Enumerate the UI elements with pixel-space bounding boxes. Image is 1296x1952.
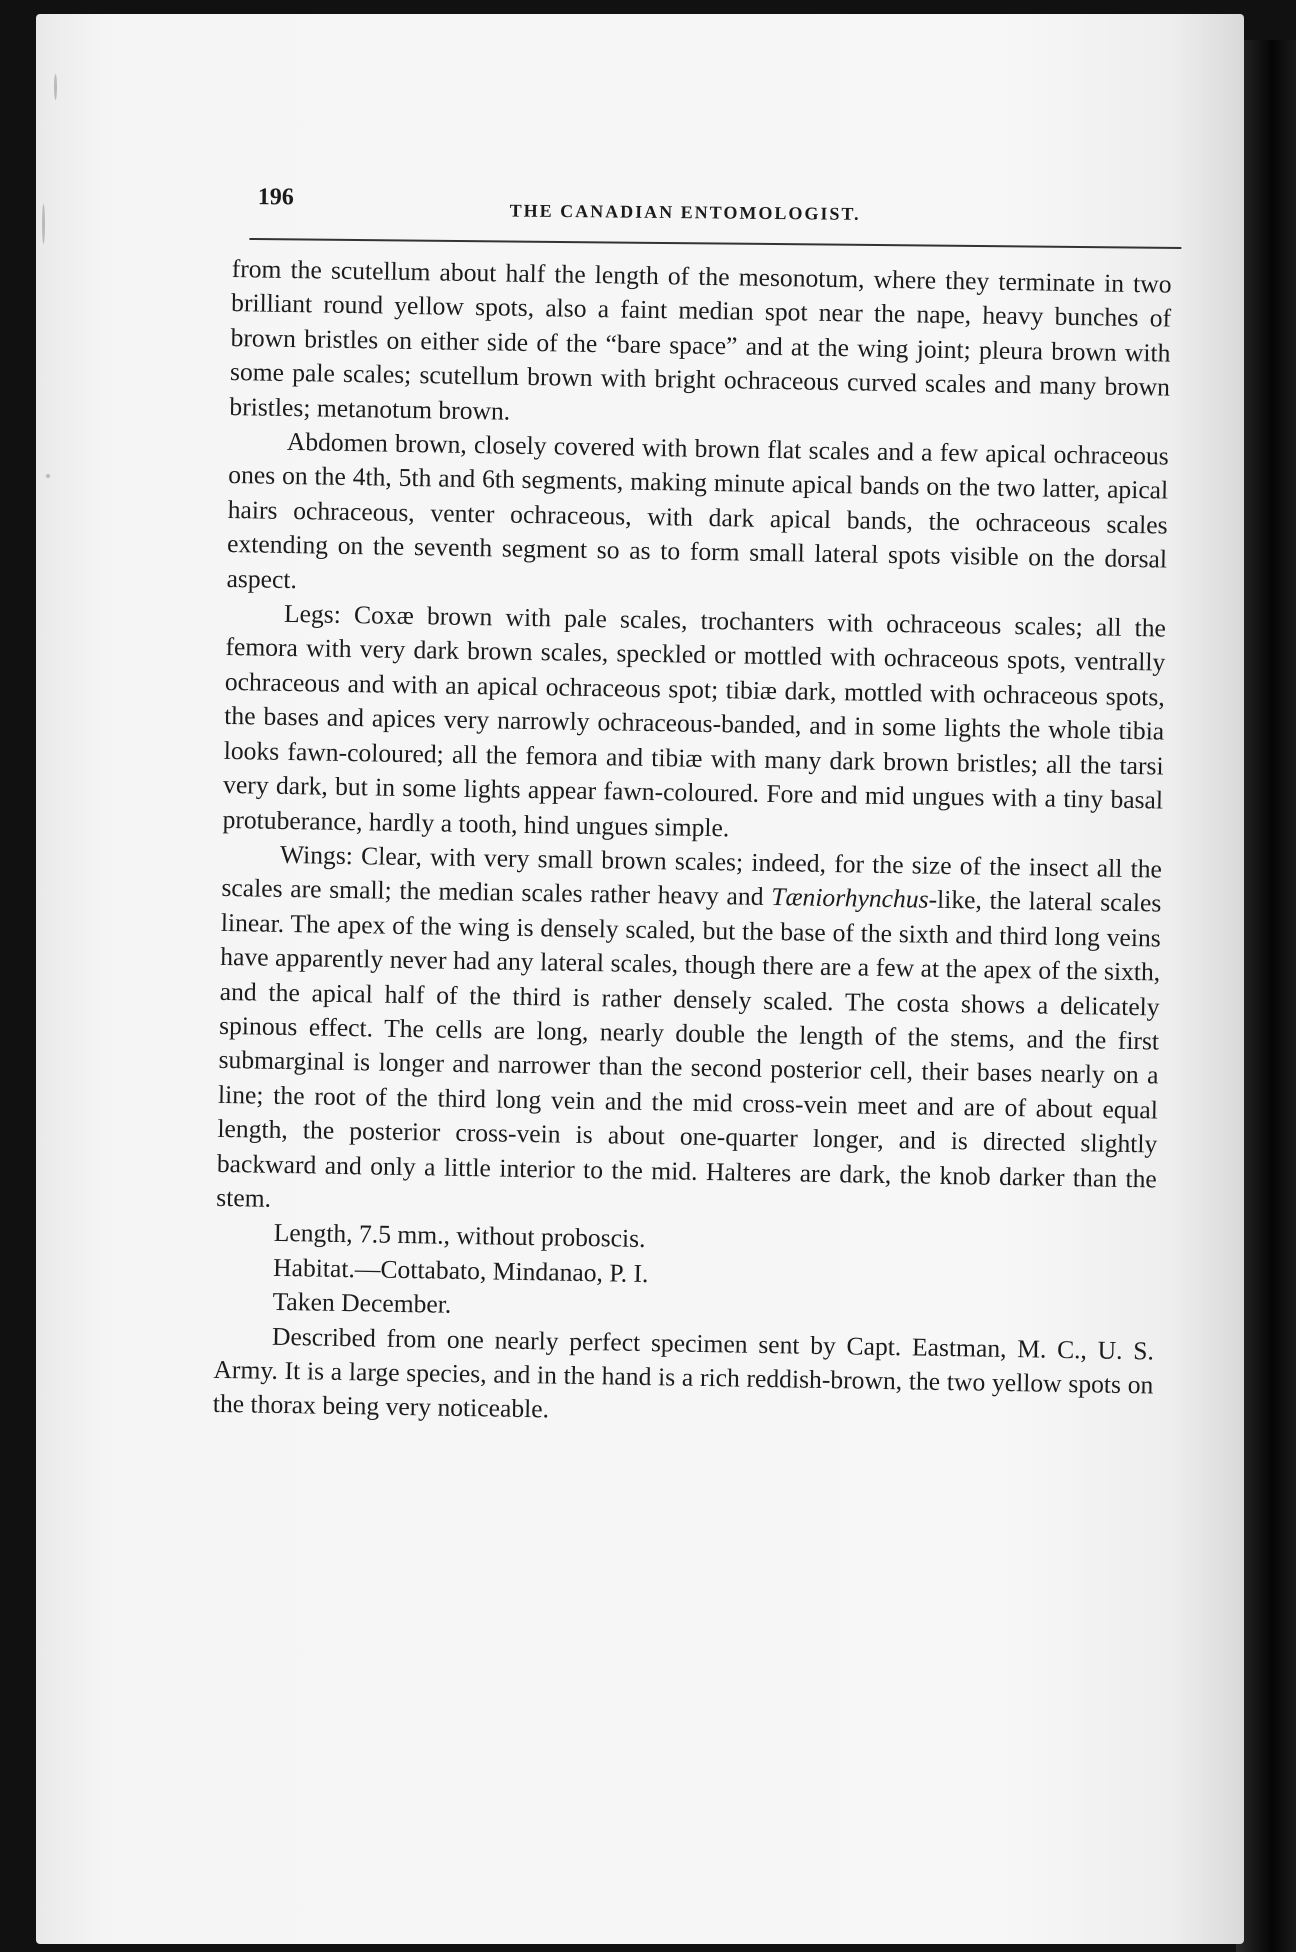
habitat-line: Habitat.—Cottabato, Mindanao, P. I.	[272, 1252, 649, 1288]
page-header	[249, 178, 1182, 249]
paragraph-abdomen: Abdomen brown, closely covered with brown flat scales and a few apical ochraceous ones on the 4th, 5th and 6th segments, making minute apical bands on the two latter, apical hairs ochraceous, venter ochraceous, with dark apical bands, the ochraceous scales extending on the seventh segment so as to form small lateral spots visible on the dorsal aspect.	[226, 426, 1169, 594]
book-binding-shadow	[1236, 40, 1296, 1952]
paragraph-thorax: from the scutellum about half the length of the mesonotum, where they terminate in two brilliant round yellow spots, also a faint median spot near the nape, heavy bunches of brown bristles on either side of the “bare space” and at the wing joint; pleura brown with some pale scales; scutellum brown with bright ochraceous curved scales and many brown bristles; metanotum brown.	[229, 253, 1172, 426]
length-line: Length, 7.5 mm., without proboscis.	[273, 1218, 646, 1254]
paragraph-description: Described from one nearly perfect specimen sent by Capt. Eastman, M. C., U. S. Army. It is a large species, and in the hand is a rich reddish-brown, the two yellow spots on the thorax being very noticeable.	[212, 1321, 1155, 1424]
wings-text-start: Wings: Clear, with very small brown scales; indeed, for the size of the insect all the scales are small; the median scales rather heavy and	[221, 839, 1163, 912]
page-number: 196	[257, 184, 294, 211]
wings-text-end: -like, the lateral scales linear. The apex of the wing is densely scaled, but the base of the sixth and third long veins have apparently never had any lateral scales, though there are a few at the apex of the sixth, and the apical half of the third is rather densely scaled. The costa shows a delicately spinous effect. The cells are long, nearly double the length of the stems, and the first submarginal is longer and narrower than the second posterior cell, their bases nearly on a line; the root of the third long vein and the mid cross-vein meet and are of about equal length, the posterior cross-vein is about one-quarter longer, and is directed slightly backward and only a little interior to the mid. Halteres are dark, the knob darker than the stem.	[216, 884, 1162, 1213]
margin-speck	[46, 474, 50, 478]
paragraph-wings	[216, 837, 1162, 1231]
margin-speck	[42, 204, 45, 244]
margin-speck	[54, 74, 57, 100]
paragraph-legs: Legs: Coxæ brown with pale scales, trochanters with ochraceous scales; all the femora with very dark brown scales, speckled or mottled with ochraceous spots, ventrally ochraceous and with an apical ochraceous spot; tibiæ dark, mottled with ochraceous spots, the bases and apices very narrowly ochraceous-banded, and in some lights the whole tibia looks fawn-coloured; all the femora and tibiæ with many dark brown bristles; all the tarsi very dark, but in some lights appear fawn-coloured. Fore and mid ungues with a tiny basal protuberance, hardly a tooth, hind ungues simple.	[222, 598, 1167, 842]
running-title: THE CANADIAN ENTOMOLOGIST.	[509, 200, 861, 224]
body-text	[213, 252, 1172, 1437]
taken-line: Taken December.	[272, 1287, 452, 1319]
taxon-name: Tæniorhynchus	[771, 882, 929, 914]
